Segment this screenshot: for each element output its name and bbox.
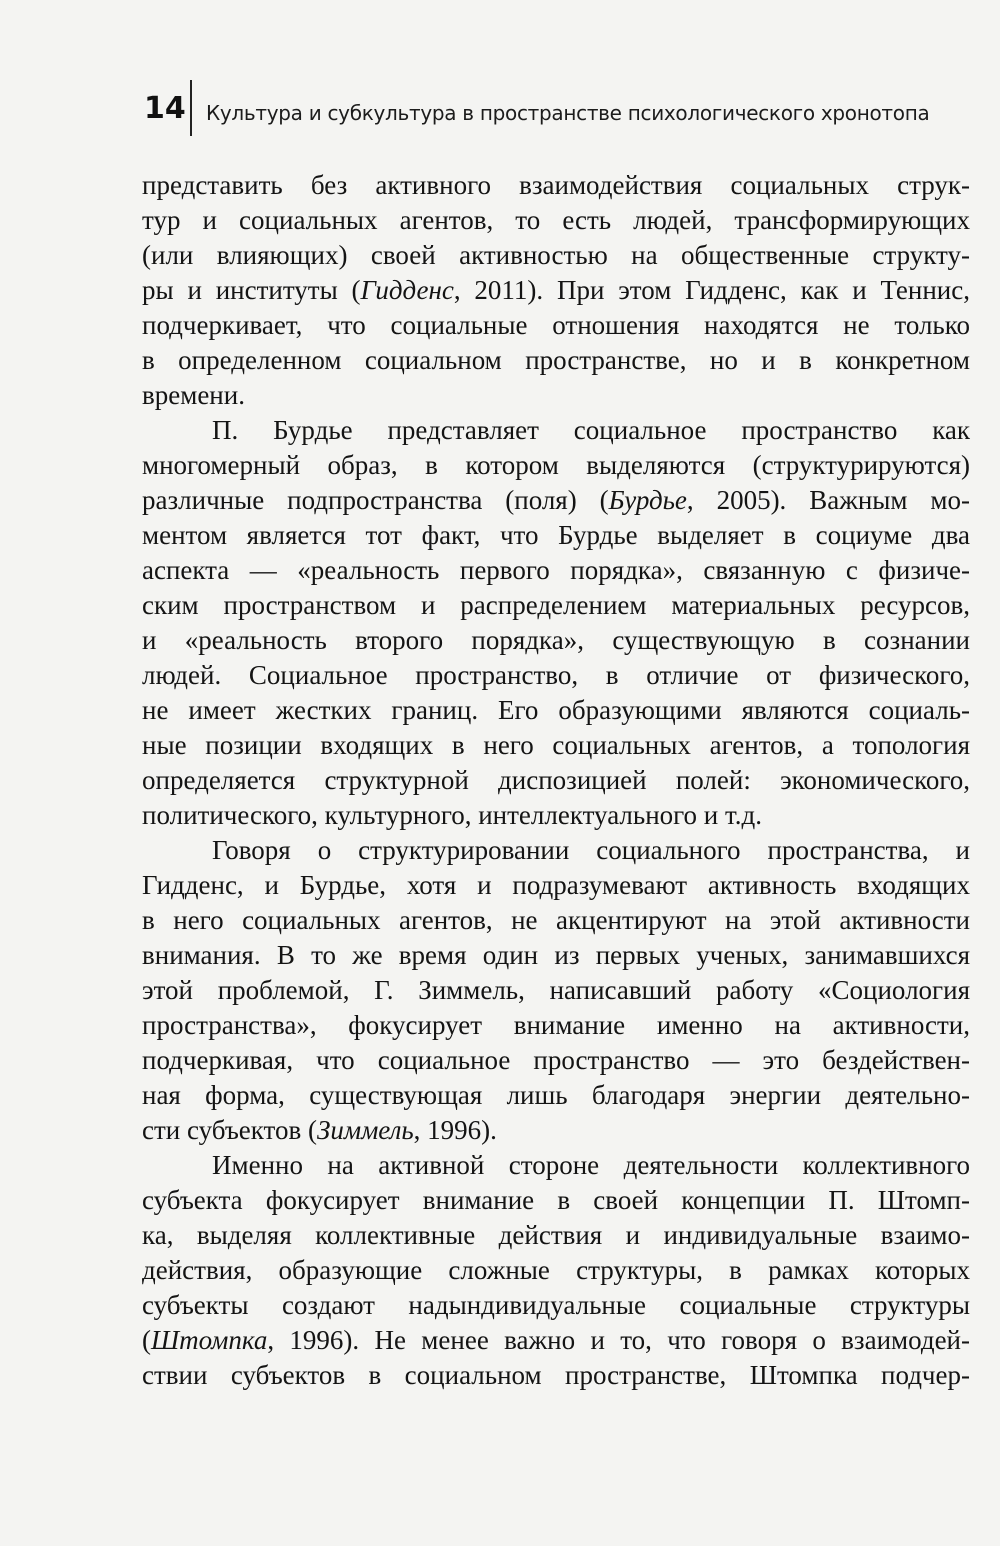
text-line: этой проблемой, Г. Зиммель, написавший работу «Социология (142, 975, 970, 1005)
text-line: ные позиции входящих в него социальных агентов, а топология (142, 730, 970, 760)
text-line: людей. Социальное пространство, в отличие от физического, (142, 660, 970, 690)
text-line: ры и институты (Гидденс, 2011). При этом Гидденс, как и Теннис, (142, 275, 970, 305)
page-number: 14 (144, 90, 186, 126)
text-line: различные подпространства (поля) (Бурдье, 2005). Важным мо- (142, 485, 970, 515)
text-line: пространства», фокусирует внимание именно на активности, (142, 1010, 970, 1040)
text-line: Гидденс, и Бурдье, хотя и подразумевают активность входящих (142, 870, 970, 900)
text-line: многомерный образ, в котором выделяются (структурируются) (142, 450, 970, 480)
text-line: действия, образующие сложные структуры, в рамках которых (142, 1255, 970, 1285)
running-title: Культура и субкультура в пространстве психологического хронотопа (206, 101, 930, 125)
citation-author: Зиммель (316, 1115, 414, 1145)
text-line: субъекта фокусирует внимание в своей концепции П. Штомп- (142, 1185, 970, 1215)
citation-author: Гидденс (360, 275, 454, 305)
text-line: политического, культурного, интеллектуального и т.д. (142, 800, 763, 830)
body-text (142, 168, 970, 1393)
text-line: Говоря о структурировании социального пространства, и (212, 835, 970, 865)
text-line: в определенном социальном пространстве, но и в конкретном (142, 345, 970, 375)
text-line: подчеркивая, что социальное пространство — это бездействен- (142, 1045, 970, 1075)
text-line: представить без активного взаимодействия социальных струк- (142, 170, 970, 200)
text-line: субъекты создают надындивидуальные социальные структуры (142, 1290, 970, 1320)
text-line: ная форма, существующая лишь благодаря энергии деятельно- (142, 1080, 970, 1110)
text-line: и «реальность второго порядка», существующую в сознании (142, 625, 970, 655)
text-line: П. Бурдье представляет социальное пространство как (212, 415, 970, 445)
text-line: сти субъектов (Зиммель, 1996). (142, 1115, 497, 1145)
text-line: аспекта — «реальность первого порядка», связанную с физиче- (142, 555, 970, 585)
text-line: Именно на активной стороне деятельности коллективного (212, 1150, 970, 1180)
text-line: не имеет жестких границ. Его образующими являются социаль- (142, 695, 970, 725)
text-line: в него социальных агентов, не акцентируют на этой активности (142, 905, 970, 935)
text-line: определяется структурной диспозицией полей: экономического, (142, 765, 970, 795)
text-line: времени. (142, 380, 245, 410)
text-line: ка, выделяя коллективные действия и индивидуальные взаимо- (142, 1220, 970, 1250)
header-divider (190, 80, 192, 136)
citation-author: Бурдье (608, 485, 687, 515)
page-header (144, 80, 944, 136)
text-line: (Штомпка, 1996). Не менее важно и то, что говоря о взаимодей- (142, 1325, 970, 1355)
text-line: ментом является тот факт, что Бурдье выделяет в социуме два (142, 520, 970, 550)
text-line: (или влияющих) своей активностью на общественные структу- (142, 240, 970, 270)
text-line: внимания. В то же время один из первых ученых, занимавшихся (142, 940, 970, 970)
text-line: тур и социальных агентов, то есть людей, трансформирующих (142, 205, 970, 235)
text-line: подчеркивает, что социальные отношения находятся не только (142, 310, 970, 340)
text-line: ским пространством и распределением материальных ресурсов, (142, 590, 970, 620)
text-line: ствии субъектов в социальном пространстве, Штомпка подчер- (142, 1360, 970, 1390)
citation-author: Штомпка (151, 1325, 268, 1355)
